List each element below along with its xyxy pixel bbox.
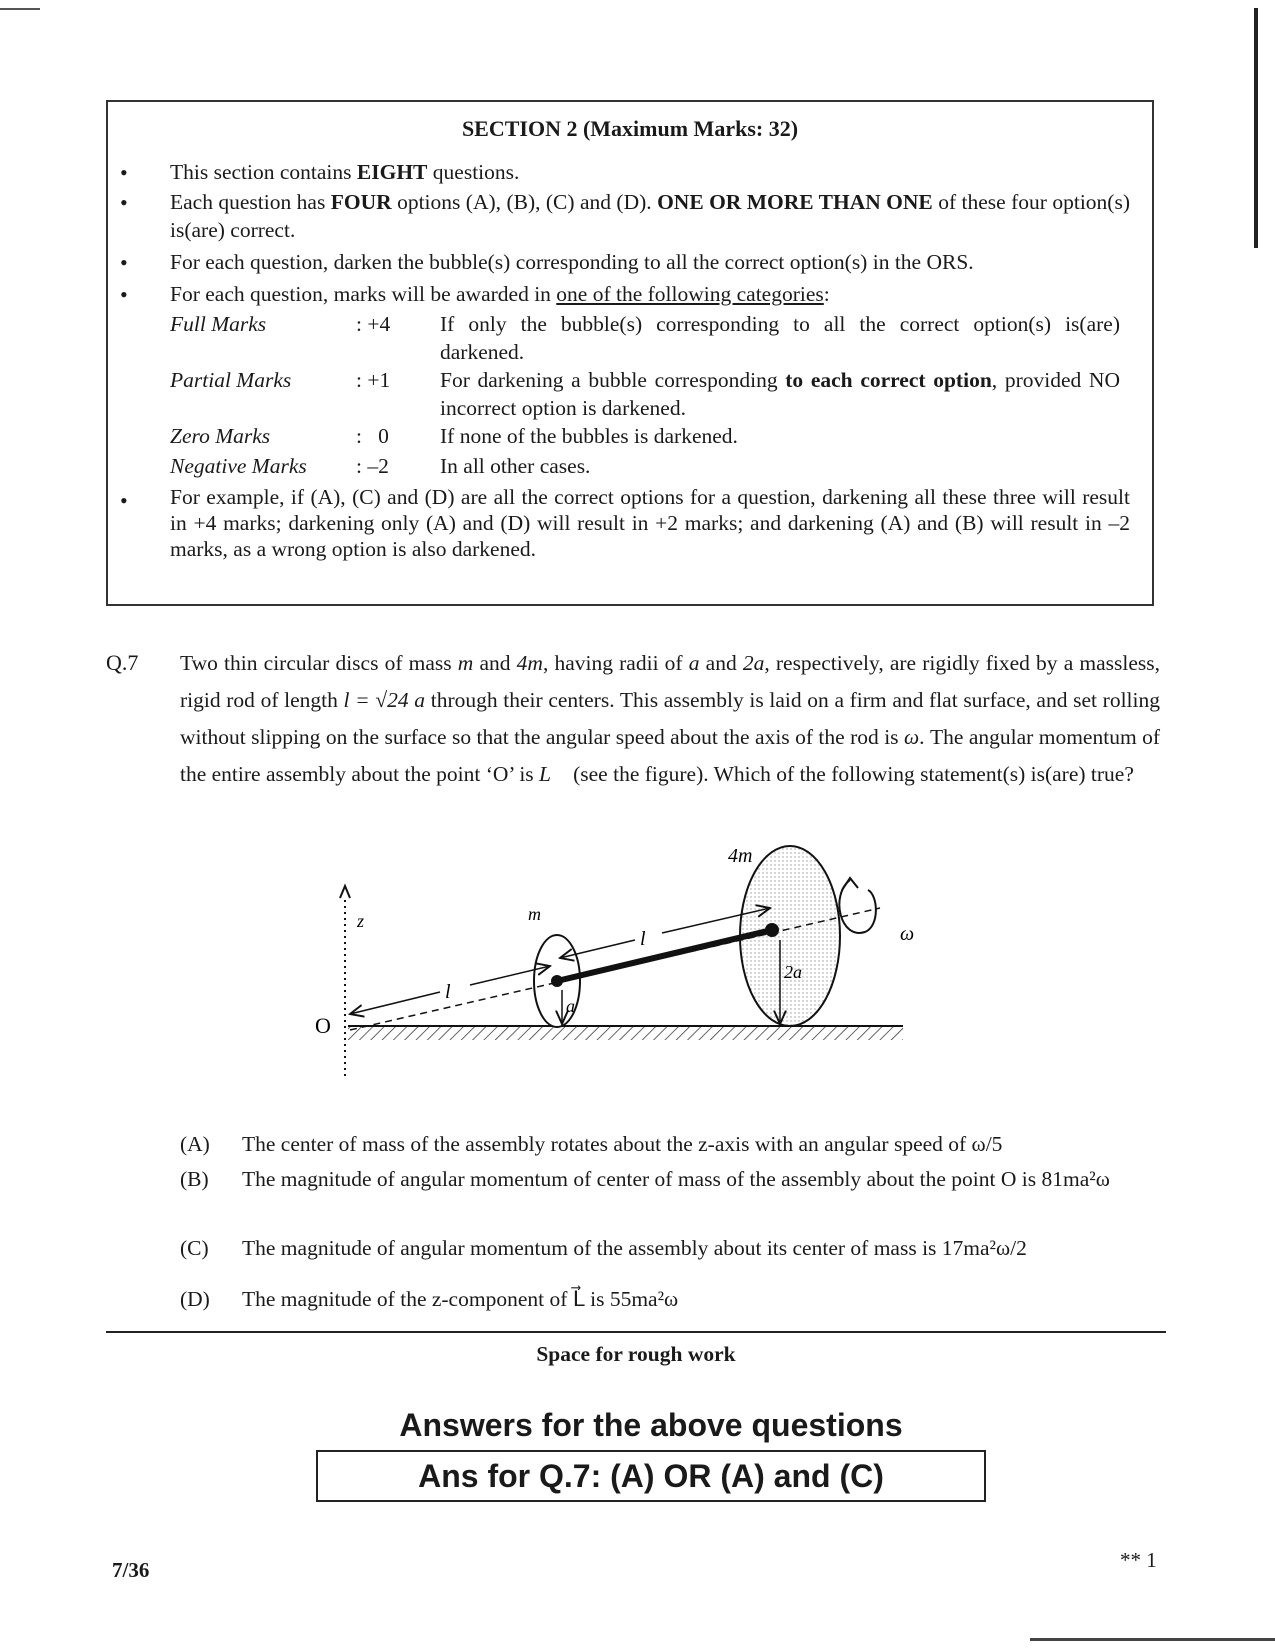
option-c-label: (C) — [180, 1236, 209, 1260]
page-number: 7/36 — [112, 1558, 150, 1582]
partial-marks-desc: For darkening a bubble corresponding to each correct option, provided NO incorrect option is darkened. — [440, 368, 1120, 420]
bullet: • — [120, 488, 128, 513]
omega-label: ω — [900, 923, 915, 945]
bullet: • — [120, 190, 128, 215]
instruction-5: For example, if (A), (C) and (D) are all the correct options for a question, darkening all these three will result in +4 marks; darkening only (A) and (D) will result in +2 marks; and darkening (A) and (B) will result in –2 marks, as a wrong option is also darkened. — [170, 485, 1130, 561]
option-d-text: The magnitude of the z-component of L⃗ is 55ma²ω — [242, 1287, 679, 1311]
bullet: • — [120, 250, 128, 275]
instruction-3: For each question, darken the bubble(s) corresponding to all the correct option(s) in the ORS. — [170, 250, 974, 274]
small-disc-center — [551, 975, 563, 987]
full-marks-label: Full Marks — [170, 312, 267, 336]
z-label: z — [357, 911, 365, 931]
partial-marks-value: : +1 — [356, 368, 391, 392]
rotation-arrowhead-icon — [842, 878, 858, 890]
question-text: Two thin circular discs of mass m and 4m, having radii of a and 2a, respectively, are rigidly fixed by a massless, rigid rod of length l = √24 a through their centers. This assembly is laid on a firm and flat surface, and set rolling without slipping on the surface so that the angular speed about the axis of the rod is ω. The angular momentum of the entire assembly about the point ‘O’ is L⃗ (see the figure). Which of the following statement(s) is(are) true? — [180, 651, 1161, 786]
z-axis-arrowhead — [340, 886, 350, 898]
partial-marks-label: Partial Marks — [170, 368, 292, 392]
instruction-4: For each question, marks will be awarded in one of the following categories: — [170, 282, 830, 306]
top-left-mark — [0, 8, 40, 10]
answers-heading: Answers for the above questions — [399, 1407, 903, 1443]
section-title: SECTION 2 (Maximum Marks: 32) — [461, 116, 799, 141]
radius-label-large: 2a — [784, 962, 802, 982]
length-label-1: l — [445, 981, 451, 1003]
radius-label-small: a — [566, 996, 575, 1016]
large-disc-center — [765, 923, 779, 937]
option-a-text: The center of mass of the assembly rotates about the z-axis with an angular speed of ω/5 — [242, 1132, 1003, 1156]
option-c-text: The magnitude of angular momentum of the assembly about its center of mass is 17ma²ω/2 — [242, 1236, 1027, 1260]
question-number: Q.7 — [106, 650, 139, 675]
bottom-edge-line — [1030, 1638, 1275, 1641]
rough-work-separator — [106, 1331, 1166, 1333]
zero-marks-desc: If none of the bubbles is darkened. — [440, 424, 738, 448]
small-disc-mass-label: m — [528, 904, 541, 924]
answer-box: Ans for Q.7: (A) OR (A) and (C) — [316, 1450, 986, 1502]
bullet: • — [120, 160, 128, 185]
disc-assembly-figure — [310, 840, 960, 1140]
full-marks-desc: If only the bubble(s) corresponding to all the correct option(s) is(are) darkened. — [440, 312, 1120, 364]
rod — [557, 930, 772, 981]
ground-surface — [348, 1026, 903, 1040]
negative-marks-desc: In all other cases. — [440, 454, 591, 478]
length-arrow-1 — [350, 992, 440, 1014]
paper-code: ** 1 — [1120, 1548, 1157, 1572]
instruction-2: Each question has FOUR options (A), (B), (C) and (D). ONE OR MORE THAN ONE of these four option(s) is(are) correct. — [170, 190, 1130, 242]
option-b-text: The magnitude of angular momentum of center of mass of the assembly about the point O is 81ma²ω — [242, 1167, 1110, 1191]
negative-marks-value: : –2 — [356, 454, 389, 478]
bullet: • — [120, 282, 128, 307]
full-marks-value: : +4 — [356, 312, 391, 336]
option-d-label: (D) — [180, 1287, 210, 1311]
option-b-label: (B) — [180, 1167, 209, 1191]
large-disc-mass-label: 4m — [728, 845, 753, 867]
origin-label: O — [315, 1013, 331, 1038]
instruction-1: This section contains EIGHT questions. — [170, 160, 520, 184]
zero-marks-label: Zero Marks — [170, 424, 271, 448]
rough-work-label: Space for rough work — [536, 1342, 736, 1366]
option-a-label: (A) — [180, 1132, 210, 1156]
instructions-box — [106, 100, 1154, 606]
zero-marks-value: : 0 — [356, 424, 389, 448]
right-edge-bar — [1254, 8, 1258, 248]
negative-marks-label: Negative Marks — [170, 454, 307, 478]
length-label-2: l — [640, 928, 646, 950]
